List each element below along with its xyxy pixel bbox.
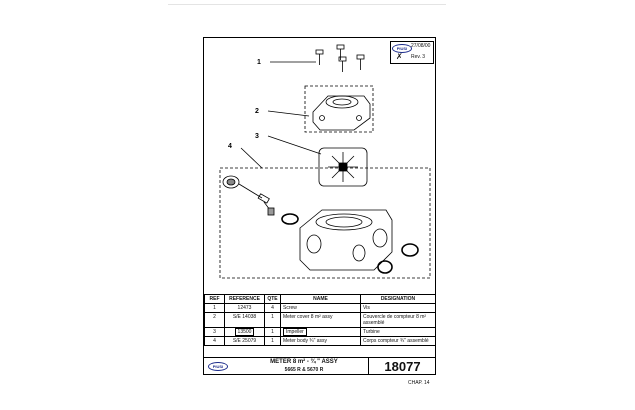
- revision-number: Rev. 3: [411, 54, 426, 60]
- assembly-title: METER 8 m² - ¾ " ASSY: [270, 359, 338, 365]
- callout-3: 3: [255, 133, 259, 140]
- table-row: 4 S/E 25079 1 Meter body ¾" assy Corps compteur ¾" assemblé: [205, 337, 436, 346]
- footer-brand-logo: PIUSI: [208, 362, 228, 371]
- tool-icon: ✗: [396, 52, 403, 61]
- col-header-name: NAME: [281, 295, 361, 304]
- callout-2: 2: [255, 108, 259, 115]
- table-row: 2 S/E 14038 1 Meter cover 8 m² assy Couvercle de compteur 8 m² assemblé: [205, 313, 436, 328]
- highlighted-name: Impeller: [283, 328, 307, 336]
- callout-4: 4: [228, 143, 232, 150]
- chapter-label: CHAP. 14: [408, 380, 430, 386]
- revision-date: 27/08/00: [411, 43, 431, 49]
- meter-cover-part: [305, 86, 373, 132]
- parts-sheet: [203, 37, 436, 375]
- assembly-models: 5665 R & 5670 R: [284, 367, 324, 373]
- table-row: 1 12473 4 Screw Vis: [205, 304, 436, 313]
- exploded-drawing: [204, 38, 435, 293]
- col-header-ref: REF: [205, 295, 225, 304]
- impeller-part: [319, 148, 367, 186]
- highlighted-reference: 13500: [235, 328, 255, 336]
- table-header-row: [205, 295, 436, 304]
- table-row: 3 13500 1 Impeller Turbine: [205, 328, 436, 337]
- top-divider: [168, 4, 446, 5]
- brand-logo: PIUSI: [392, 44, 412, 53]
- parts-table: [204, 294, 436, 346]
- col-header-designation: DESIGNATION: [361, 295, 436, 304]
- title-block: [204, 357, 435, 375]
- screw-part: [316, 45, 364, 72]
- register-part: [223, 176, 274, 215]
- meter-body-part: [300, 210, 392, 270]
- col-header-qte: QTE: [265, 295, 281, 304]
- drawing-number: 18077: [368, 358, 436, 375]
- revision-badge: [390, 41, 434, 64]
- callout-1: 1: [257, 59, 261, 66]
- col-header-reference: REFERENCE: [225, 295, 265, 304]
